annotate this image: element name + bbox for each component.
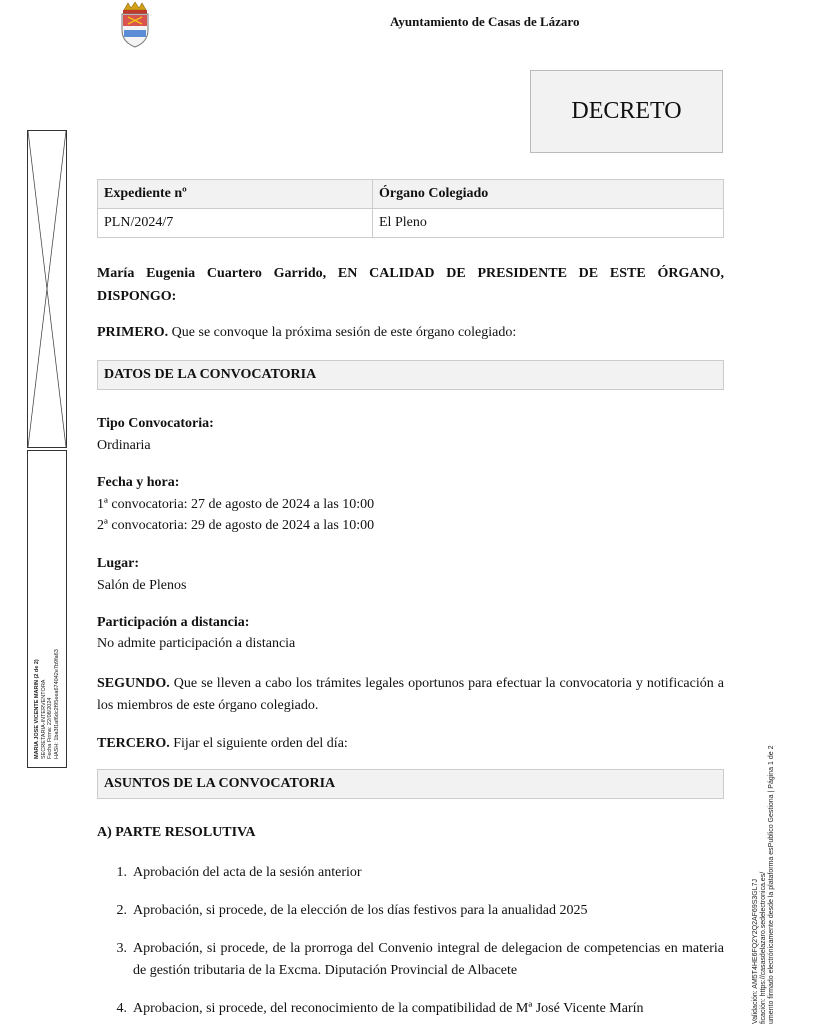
coat-of-arms-icon [116, 0, 154, 54]
lugar-label: Lugar: [97, 556, 139, 571]
signer-name: MARIA JOSE VICENTE MARIN (2 de 2) [34, 659, 40, 759]
segundo-paragraph [97, 673, 724, 717]
fecha-primera: 1ª convocatoria: 27 de agosto de 2024 a las 10:00 [97, 497, 375, 512]
agenda-list [97, 862, 724, 1036]
item-number: 3. [116, 941, 127, 956]
item-number: 1. [116, 865, 127, 880]
table-header-cell: Expediente nº [98, 180, 373, 209]
signature-box [27, 450, 67, 768]
item-text: Aprobacion, si procede, del reconocimiento de la compatibilidad de Mª José Vicente Marín [133, 1001, 644, 1016]
municipality-name: Ayuntamiento de Casas de Lázaro [390, 14, 580, 29]
verification-url[interactable]: ficación: https://casasdelazaro.sedelectronica.es/ [760, 871, 767, 1024]
intro-paragraph: María Eugenia Cuartero Garrido, EN CALIDAD DE PRESIDENTE DE ESTE ÓRGANO, DISPONGO: [97, 266, 724, 304]
parte-resolutiva-heading: A) PARTE RESOLUTIVA [97, 825, 256, 840]
table-cell: PLN/2024/7 [98, 209, 373, 238]
item-number: 4. [116, 1001, 127, 1016]
signature-hash: HASH: 1ba3f1af6dc2f95eea674042e7b9fa63 [53, 649, 60, 759]
list-item [97, 900, 724, 922]
fecha-segunda: 2ª convocatoria: 29 de agosto de 2024 a las 10:00 [97, 518, 375, 533]
validation-strip [752, 690, 792, 1024]
tercero-text: Fijar el siguiente orden del día: [169, 736, 348, 751]
item-text: Aprobación, si procede, de la elección de los días festivos para la anualidad 2025 [133, 903, 588, 918]
item-text: Aprobación, si procede, de la prorroga del Convenio integral de delegacion de competencias en materia de gestión tributaria de la Excma. Diputación Provincial de Albacete [133, 941, 724, 978]
tercero-paragraph [97, 733, 724, 755]
table-cell: El Pleno [373, 209, 724, 238]
document-type-box [530, 70, 723, 153]
primero-paragraph [97, 322, 724, 344]
tipo-label: Tipo Convocatoria: [97, 416, 214, 431]
participacion-label: Participación a distancia: [97, 615, 250, 630]
signed-notice: umento firmado electrónicamente desde la plataforma esPublico Gestiona | Página 1 de 2 [768, 745, 775, 1024]
primero-text: Que se convoque la próxima sesión de este órgano colegiado: [168, 325, 517, 340]
lugar-value: Salón de Plenos [97, 578, 187, 593]
list-item [97, 862, 724, 884]
segundo-label: SEGUNDO. [97, 676, 170, 691]
expediente-table [97, 179, 724, 238]
list-item [97, 998, 724, 1020]
segundo-text: Que se lleven a cabo los trámites legales oportunos para efectuar la convocatoria y notificación a los miembros de este órgano colegiado. [97, 676, 724, 713]
signature-stamp [34, 459, 60, 759]
table-row [98, 209, 724, 238]
signature-date: Fecha Firma: 22/08/2024 [47, 697, 53, 759]
list-item [97, 938, 724, 982]
tipo-value: Ordinaria [97, 438, 151, 453]
fecha-label: Fecha y hora: [97, 475, 180, 490]
signer-role: SECRETARIA-INTERVENTORA [40, 679, 47, 759]
validation-text [752, 424, 776, 1024]
convocatoria-title: DATOS DE LA CONVOCATORIA [97, 360, 724, 390]
empty-signature-box [27, 130, 67, 448]
tercero-label: TERCERO. [97, 736, 170, 751]
table-header-row [98, 180, 724, 209]
document-type: DECRETO [571, 98, 682, 124]
item-text: Aprobación del acta de la sesión anterior [133, 865, 362, 880]
table-header-cell: Órgano Colegiado [373, 180, 724, 209]
asuntos-title: ASUNTOS DE LA CONVOCATORIA [97, 769, 724, 799]
item-number: 2. [116, 903, 127, 918]
participacion-value: No admite participación a distancia [97, 636, 296, 651]
primero-label: PRIMERO. [97, 325, 169, 340]
validation-code: Validación: AM5T4HE6FQ2Y2Q2AF69S3GL7J [752, 878, 759, 1024]
